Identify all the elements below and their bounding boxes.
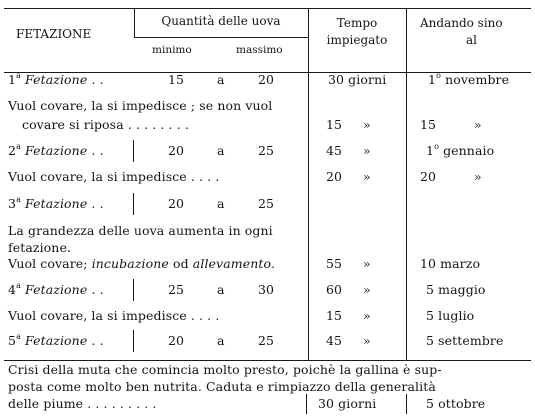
row-9-time-ditto: » [363, 308, 371, 323]
row-7-time-num: 55 [326, 256, 343, 271]
row-1-a: a [217, 72, 225, 87]
row-5-label: 3$^a$ Fetazione . . [8, 195, 104, 211]
row-9-time-num: 15 [326, 308, 343, 323]
row-2-until-num: 15 [420, 117, 437, 132]
row-4-until-ditto: » [474, 169, 482, 184]
row-1-until: 1$^o$ novembre [428, 71, 510, 87]
row-10-label: 5$^a$ Fetazione . . [8, 332, 104, 348]
row-2-time-ditto: » [363, 117, 371, 132]
row-10-until: 5 settembre [426, 333, 504, 348]
footer-bar-1 [306, 394, 307, 414]
top-rule [4, 8, 531, 9]
row-10-time-num: 45 [326, 333, 343, 348]
footer-until: 5 ottobre [426, 396, 486, 411]
column-divider-until [406, 8, 407, 360]
column-divider-time [308, 8, 309, 360]
row-1-max: 20 [258, 72, 275, 87]
header-quantity: Quantità delle uova [161, 14, 281, 28]
header-time-line1: Tempo [336, 16, 378, 30]
footer-line-3: delle piume . . . . . . . . . [8, 396, 157, 411]
row-5-bar [133, 193, 134, 215]
row-1-time: 30 giorni [328, 72, 387, 87]
row-3-a: a [217, 143, 225, 158]
row-3-bar [133, 140, 134, 162]
header-minimo: minimo [152, 44, 192, 56]
header-massimo: massimo [236, 44, 283, 56]
row-10-a: a [217, 333, 225, 348]
row-3-max: 25 [258, 143, 275, 158]
row-2-until-ditto: » [474, 117, 482, 132]
quantity-subheader-rule [134, 37, 308, 38]
row-3-label: 2$^a$ Fetazione . . [8, 142, 104, 158]
row-5-max: 25 [258, 196, 275, 211]
row-2-time-num: 15 [326, 117, 343, 132]
header-until-line1: Andando sino [420, 16, 503, 30]
row-3-time-num: 45 [326, 143, 343, 158]
row-7-time-ditto: » [363, 256, 371, 271]
row-8-until: 5 maggio [426, 282, 486, 297]
row-2-note-line1: Vuol covare, la si impedisce ; se non vuol [8, 98, 273, 113]
row-3-until: 1$^o$ gennaio [426, 142, 495, 158]
row-2-note-line2: covare si riposa . . . . . . . . [22, 117, 189, 132]
row-1-min: 15 [168, 72, 185, 87]
row-8-time-num: 60 [326, 282, 343, 297]
footer-line-1: Crisi della muta che comincia molto presto, poichè la gallina è sup- [8, 362, 442, 377]
header-until-line2: al [466, 33, 477, 47]
row-10-bar [133, 330, 134, 352]
row-8-max: 30 [258, 282, 275, 297]
row-5-a: a [217, 196, 225, 211]
row-8-a: a [217, 282, 225, 297]
row-4-time-ditto: » [363, 169, 371, 184]
header-time-line2: impiegato [326, 33, 388, 47]
footer-line-2: posta come molto ben nutrita. Caduta e rimpiazzo della generalità [8, 379, 436, 394]
row-9-note: Vuol covare, la si impedisce . . . . [8, 308, 220, 323]
row-1-label: 1$^a$ Fetazione . . [8, 71, 104, 87]
row-4-until-num: 20 [420, 169, 437, 184]
row-7-note: Vuol covare; incubazione od allevamento. [8, 256, 276, 271]
bottom-rule [4, 360, 531, 361]
row-3-time-ditto: » [363, 143, 371, 158]
row-6-note-line2: fetazione. [8, 240, 72, 255]
row-9-until: 5 luglio [426, 308, 475, 323]
row-4-time-num: 20 [326, 169, 343, 184]
row-6-note-line1: La grandezza delle uova aumenta in ogni [8, 223, 273, 238]
row-10-min: 20 [168, 333, 185, 348]
row-8-min: 25 [168, 282, 185, 297]
row-8-time-ditto: » [363, 282, 371, 297]
row-7-until: 10 marzo [420, 256, 481, 271]
header-fetazione: FETAZIONE [16, 27, 92, 41]
row-8-label: 4$^a$ Fetazione . . [8, 281, 104, 297]
row-4-note: Vuol covare, la si impedisce . . . . [8, 169, 220, 184]
row-8-bar [133, 279, 134, 301]
row-10-max: 25 [258, 333, 275, 348]
footer-bar-2 [406, 394, 407, 414]
row-5-min: 20 [168, 196, 185, 211]
row-10-time-ditto: » [363, 333, 371, 348]
row-3-min: 20 [168, 143, 185, 158]
footer-time: 30 giorni [318, 396, 377, 411]
